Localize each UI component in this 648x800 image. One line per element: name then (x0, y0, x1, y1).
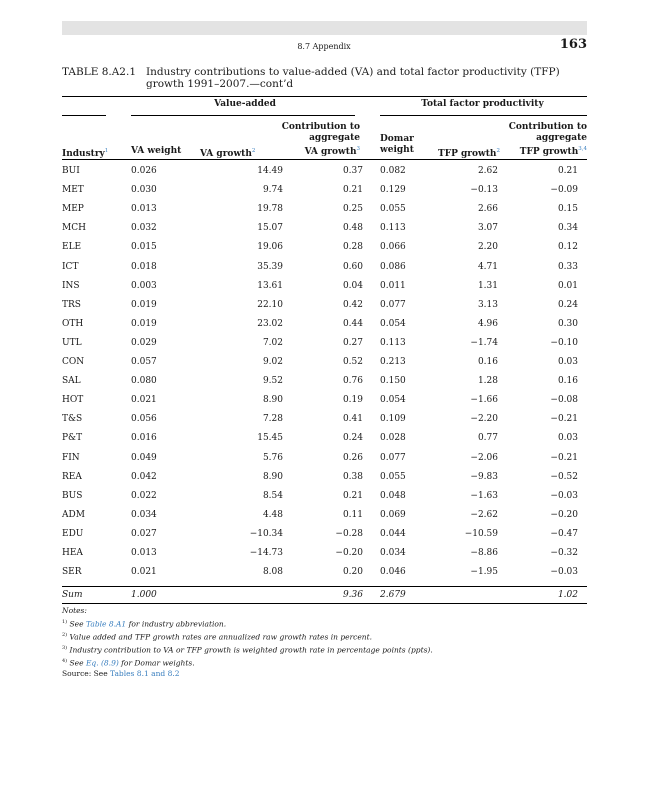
cell-tfp-growth: −0.13 (470, 185, 498, 196)
cell-contrib-va: 0.11 (342, 509, 363, 520)
table-row (62, 433, 587, 446)
table-row (62, 262, 587, 275)
cell-domar-weight: 0.077 (380, 452, 406, 463)
header-contrib-va: Contribution to aggregate VA growth$^3$ (281, 122, 360, 157)
cell-domar-weight: 0.066 (380, 242, 406, 253)
cell-industry: ADM (62, 509, 85, 520)
cell-va-growth: 7.28 (262, 414, 283, 425)
cell-domar-weight: 0.028 (380, 433, 406, 444)
cell-contrib-va: 0.19 (342, 395, 363, 406)
cell-contrib-va: 0.60 (342, 261, 363, 272)
cell-va-weight: 0.013 (131, 548, 157, 558)
cell-tfp-growth: −1.95 (470, 567, 498, 578)
cell-tfp-growth: −10.59 (464, 528, 498, 539)
cell-contrib-va: 0.28 (342, 242, 363, 253)
cell-va-weight: 0.018 (131, 261, 157, 272)
table-row (62, 567, 587, 580)
table-row (62, 204, 587, 217)
note-1-link[interactable]: Table 8.A1 (85, 619, 127, 628)
cell-va-growth: 8.54 (262, 490, 283, 501)
cell-va-weight: 0.016 (131, 433, 157, 444)
cell-va-weight: 0.032 (131, 223, 157, 234)
cell-contrib-va: 0.21 (342, 185, 363, 196)
cell-contrib-va: −0.20 (335, 548, 363, 558)
cell-tfp-growth: −1.74 (470, 337, 498, 348)
cell-domar-weight: 0.055 (380, 204, 406, 215)
cell-va-weight: 0.049 (131, 452, 157, 463)
cell-va-weight: 0.019 (131, 318, 157, 329)
cell-tfp-growth: 3.07 (477, 223, 498, 234)
cell-va-growth: 13.61 (257, 280, 283, 291)
cell-domar-weight: 0.082 (380, 166, 406, 176)
cell-contrib-va: 0.21 (342, 490, 363, 501)
cell-domar-weight: 0.054 (380, 318, 406, 329)
cell-industry: HOT (62, 395, 84, 406)
cell-domar-weight: 0.086 (380, 261, 406, 272)
cell-contrib-va: 0.04 (342, 280, 363, 291)
header-tfp-growth: TFP growth$^2$ (438, 148, 500, 159)
cell-va-weight: 0.026 (131, 166, 157, 176)
cell-domar-weight: 0.048 (380, 490, 406, 501)
table-row (62, 529, 587, 542)
cell-va-growth: 4.48 (262, 509, 283, 520)
cell-contrib-va: −0.28 (335, 528, 363, 539)
cell-tfp-growth: 4.71 (477, 261, 498, 272)
cell-va-growth: 7.02 (262, 337, 283, 348)
cell-tfp-growth: 0.77 (477, 433, 498, 444)
cell-contrib-tfp: −0.52 (550, 471, 578, 482)
cell-va-growth: 9.74 (262, 185, 283, 196)
cell-tfp-growth: −8.86 (470, 548, 498, 558)
cell-industry: MCH (62, 223, 86, 234)
header-domar-weight: Domar weight (380, 134, 414, 155)
cell-contrib-tfp: −0.09 (550, 185, 578, 196)
cell-contrib-tfp: −0.32 (550, 548, 578, 558)
cell-tfp-growth: 2.66 (477, 204, 498, 215)
cell-va-weight: 0.021 (131, 395, 157, 406)
table-row (62, 319, 587, 332)
cell-contrib-va: 0.41 (342, 414, 363, 425)
table-row (62, 472, 587, 485)
group-tfp: Total factor productivity (421, 99, 544, 109)
cell-va-growth: 15.07 (257, 223, 283, 234)
cell-contrib-tfp: 0.24 (557, 299, 578, 310)
cell-contrib-tfp: −0.20 (550, 509, 578, 520)
cell-industry: INS (62, 280, 80, 291)
table-row (62, 453, 587, 466)
cell-industry: EDU (62, 528, 84, 539)
sum-domar-weight: 2.679 (380, 590, 406, 600)
cell-contrib-va: 0.52 (342, 357, 363, 367)
cell-va-weight: 0.080 (131, 376, 157, 387)
cell-contrib-tfp: −0.03 (550, 490, 578, 501)
cell-industry: T&S (62, 414, 83, 425)
group-value-added: Value-added (214, 99, 276, 109)
cell-va-growth: 8.90 (262, 395, 283, 406)
cell-contrib-va: 0.27 (342, 337, 363, 348)
cell-domar-weight: 0.077 (380, 299, 406, 310)
table-row (62, 414, 587, 427)
industry-subrule (62, 115, 106, 116)
cell-contrib-va: 0.26 (342, 452, 363, 463)
cell-va-growth: 9.02 (262, 357, 283, 367)
table-row (62, 510, 587, 523)
page-number: 163 (559, 37, 587, 52)
notes-title: Notes: (62, 606, 87, 615)
note-4-link[interactable]: Eq. (8.9) (85, 658, 119, 667)
cell-contrib-tfp: −0.03 (550, 567, 578, 578)
cell-domar-weight: 0.069 (380, 509, 406, 520)
cell-domar-weight: 0.011 (380, 280, 406, 291)
table-top-rule (62, 96, 587, 97)
table-row (62, 548, 587, 561)
cell-va-growth: 35.39 (257, 261, 283, 272)
cell-contrib-tfp: 0.03 (557, 357, 578, 367)
cell-tfp-growth: −9.83 (470, 471, 498, 482)
note-4: $^{4)}$ See Eq. (8.9) for Domar weights. (62, 657, 195, 667)
cell-tfp-growth: 1.28 (477, 376, 498, 387)
cell-va-growth: 19.78 (257, 204, 283, 215)
cell-industry: HEA (62, 548, 83, 558)
table-bottom-rule (62, 603, 587, 604)
cell-va-growth: 23.02 (257, 318, 283, 329)
cell-contrib-tfp: −0.21 (550, 414, 578, 425)
cell-industry: TRS (62, 299, 81, 310)
header-va-weight: VA weight (131, 146, 182, 156)
cell-industry: ICT (62, 261, 79, 272)
cell-va-weight: 0.042 (131, 471, 157, 482)
cell-va-growth: 9.52 (262, 376, 283, 387)
cell-industry: REA (62, 471, 82, 482)
table-row (62, 357, 587, 370)
source-link[interactable]: Tables 8.1 and 8.2 (110, 668, 180, 678)
cell-domar-weight: 0.055 (380, 471, 406, 482)
cell-tfp-growth: 4.96 (477, 318, 498, 329)
cell-contrib-tfp: 0.21 (557, 166, 578, 176)
cell-contrib-tfp: −0.47 (550, 528, 578, 539)
cell-tfp-growth: −1.63 (470, 490, 498, 501)
note-2: $^{2)}$ Value added and TFP growth rates are annualized raw growth rates in percent. (62, 631, 373, 641)
cell-va-growth: 14.49 (257, 166, 283, 176)
cell-domar-weight: 0.213 (380, 357, 406, 367)
cell-domar-weight: 0.044 (380, 528, 406, 539)
cell-domar-weight: 0.113 (380, 337, 406, 348)
sum-contrib-tfp: 1.02 (557, 590, 578, 600)
cell-va-weight: 0.015 (131, 242, 157, 253)
table-row (62, 166, 587, 179)
cell-industry: CON (62, 357, 85, 367)
cell-va-weight: 0.027 (131, 528, 157, 539)
cell-va-weight: 0.057 (131, 357, 157, 367)
cell-contrib-va: 0.76 (342, 376, 363, 387)
cell-tfp-growth: 2.20 (477, 242, 498, 253)
cell-contrib-tfp: 0.33 (557, 261, 578, 272)
running-head: 8.7 Appendix (297, 42, 351, 51)
cell-contrib-tfp: 0.03 (557, 433, 578, 444)
cell-va-weight: 0.013 (131, 204, 157, 215)
cell-domar-weight: 0.054 (380, 395, 406, 406)
cell-va-weight: 0.019 (131, 299, 157, 310)
cell-tfp-growth: 0.16 (477, 357, 498, 367)
cell-va-growth: 8.08 (262, 567, 283, 578)
cell-va-weight: 0.056 (131, 414, 157, 425)
header-va-growth: VA growth$^2$ (200, 148, 256, 159)
sum-row (62, 590, 587, 603)
cell-tfp-growth: −2.06 (470, 452, 498, 463)
note-1: $^{1)}$ See Table 8.A1 for industry abbreviation. (62, 618, 227, 628)
cell-domar-weight: 0.150 (380, 376, 406, 387)
cell-va-weight: 0.022 (131, 490, 157, 501)
cell-contrib-tfp: 0.16 (557, 376, 578, 387)
table-row (62, 242, 587, 255)
header-contrib-tfp: Contribution to aggregate TFP growth$^{3,4}$ (508, 122, 587, 157)
cell-contrib-va: 0.25 (342, 204, 363, 215)
cell-va-growth: 19.06 (257, 242, 283, 253)
cell-contrib-tfp: −0.21 (550, 452, 578, 463)
tfp-subrule (380, 115, 587, 116)
header-industry: Industry$^1$ (62, 148, 109, 159)
cell-domar-weight: 0.034 (380, 548, 406, 558)
cell-va-weight: 0.034 (131, 509, 157, 520)
table-row (62, 185, 587, 198)
cell-industry: SER (62, 567, 82, 578)
cell-contrib-va: 0.44 (342, 318, 363, 329)
table-notes (62, 606, 587, 679)
cell-contrib-va: 0.37 (342, 166, 363, 176)
table-row (62, 281, 587, 294)
cell-domar-weight: 0.113 (380, 223, 406, 234)
cell-industry: BUI (62, 166, 80, 176)
cell-industry: BUS (62, 490, 83, 501)
table-title: Industry contributions to value-added (VA) and total factor productivity (TFP) growth 1991–2007.—cont’d (146, 66, 560, 90)
note-3: $^{3)}$ Industry contribution to VA or TFP growth is weighted growth rate in percentage points (ppts). (62, 644, 433, 654)
cell-tfp-growth: 1.31 (477, 280, 498, 291)
cell-va-growth: 15.45 (257, 433, 283, 444)
sum-rule (62, 586, 587, 587)
cell-domar-weight: 0.109 (380, 414, 406, 425)
cell-va-growth: −10.34 (249, 528, 283, 539)
cell-contrib-tfp: 0.12 (557, 242, 578, 253)
cell-va-growth: 5.76 (262, 452, 283, 463)
table-row (62, 300, 587, 313)
cell-tfp-growth: −1.66 (470, 395, 498, 406)
cell-contrib-va: 0.38 (342, 471, 363, 482)
cell-industry: SAL (62, 376, 81, 387)
top-band (62, 21, 587, 35)
cell-industry: P&T (62, 433, 83, 444)
cell-industry: UTL (62, 337, 82, 348)
table-row (62, 395, 587, 408)
va-subrule (131, 115, 355, 116)
cell-industry: OTH (62, 318, 84, 329)
cell-va-growth: 22.10 (257, 299, 283, 310)
cell-va-growth: 8.90 (262, 471, 283, 482)
cell-industry: MET (62, 185, 84, 196)
cell-tfp-growth: 2.62 (477, 166, 498, 176)
table-row (62, 376, 587, 389)
sum-label: Sum (62, 590, 83, 600)
cell-industry: MEP (62, 204, 84, 215)
cell-va-growth: −14.73 (249, 548, 283, 558)
cell-tfp-growth: 3.13 (477, 299, 498, 310)
cell-contrib-tfp: −0.10 (550, 337, 578, 348)
cell-contrib-tfp: 0.34 (557, 223, 578, 234)
cell-contrib-va: 0.42 (342, 299, 363, 310)
cell-va-weight: 0.030 (131, 185, 157, 196)
cell-contrib-tfp: −0.08 (550, 395, 578, 406)
table-row (62, 491, 587, 504)
cell-industry: FIN (62, 452, 80, 463)
table-label: TABLE 8.A2.1 (62, 66, 137, 78)
table-row (62, 223, 587, 236)
cell-tfp-growth: −2.62 (470, 509, 498, 520)
cell-domar-weight: 0.129 (380, 185, 406, 196)
cell-va-weight: 0.003 (131, 280, 157, 291)
cell-contrib-va: 0.24 (342, 433, 363, 444)
cell-domar-weight: 0.046 (380, 567, 406, 578)
cell-va-weight: 0.029 (131, 337, 157, 348)
cell-contrib-tfp: 0.01 (557, 280, 578, 291)
cell-industry: ELE (62, 242, 82, 253)
cell-contrib-tfp: 0.30 (557, 318, 578, 329)
cell-contrib-va: 0.20 (342, 567, 363, 578)
header-bottom-rule (62, 159, 587, 160)
table-row (62, 338, 587, 351)
source-note: Source: See Tables 8.1 and 8.2 (62, 668, 180, 678)
sum-contrib-va: 9.36 (342, 590, 363, 600)
sum-va-weight: 1.000 (131, 590, 157, 600)
cell-contrib-va: 0.48 (342, 223, 363, 234)
cell-tfp-growth: −2.20 (470, 414, 498, 425)
cell-va-weight: 0.021 (131, 567, 157, 578)
cell-contrib-tfp: 0.15 (557, 204, 578, 215)
